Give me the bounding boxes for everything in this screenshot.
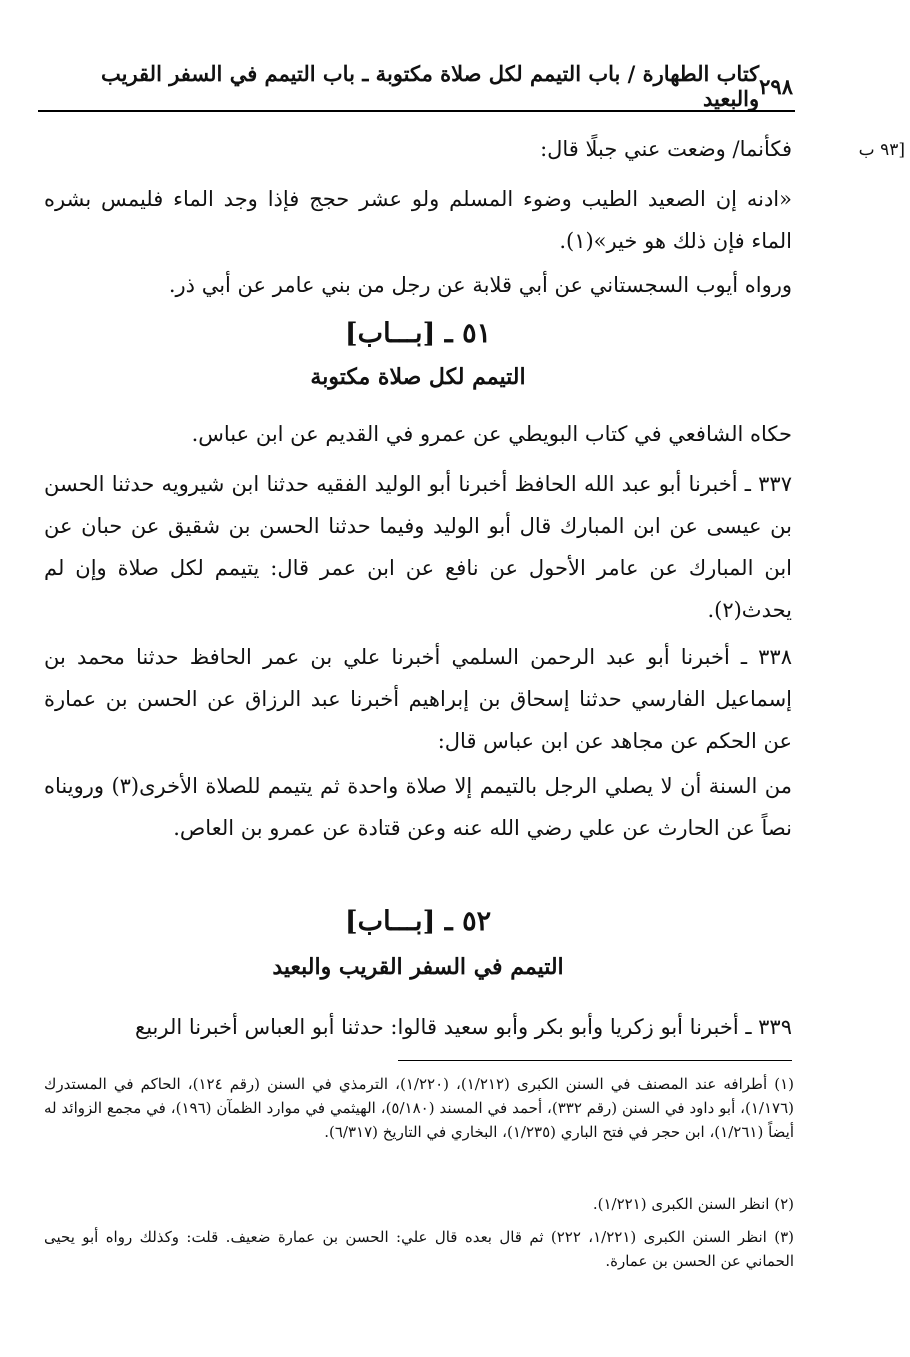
header-rule: [38, 110, 795, 112]
footnote-3: (٣) انظر السنن الكبرى (١/٢٢١، ٢٢٢) ثم قال بعده قال علي: الحسن بن عمارة ضعيف. قلت: وكذلك رواه أبو يحيى الحماني عن الحسن بن عمارة.: [44, 1228, 794, 1270]
running-title: كتاب الطهارة / باب التيمم لكل صلاة مكتوبة ـ باب التيمم في السفر القريب والبعيد: [101, 61, 760, 111]
paragraph-4: حكاه الشافعي في كتاب البويطي عن عمرو في القديم عن ابن عباس.: [191, 422, 792, 446]
running-header: [38, 61, 793, 111]
chapter-52-title: التيمم في السفر القريب والبعيد: [272, 954, 564, 980]
chapter-51-title: التيمم لكل صلاة مكتوبة: [310, 364, 526, 390]
chapter-52-number: ٥٢ ـ [بـــاب]: [344, 906, 492, 937]
hadith-338: ٣٣٨ ـ أخبرنا أبو عبد الرحمن السلمي أخبرنا علي بن عمر الحافظ حدثنا محمد بن إسماعيل الفارسي حدثنا إسحاق بن إبراهيم أخبرنا عبد الرزاق عن الحسن بن عمارة عن الحكم عن مجاهد عن ابن عباس قال:: [44, 645, 792, 753]
footnote-rule: [398, 1060, 792, 1061]
chapter-51-number: ٥١ ـ [بـــاب]: [344, 318, 492, 349]
page-number: ٢٩٨: [759, 73, 793, 99]
hadith-339: ٣٣٩ ـ أخبرنا أبو زكريا وأبو بكر وأبو سعيد قالوا: حدثنا أبو العباس أخبرنا الربيع: [135, 1015, 792, 1039]
hadith-337: ٣٣٧ ـ أخبرنا أبو عبد الله الحافظ أخبرنا أبو الوليد الفقيه حدثنا ابن شيرويه حدثنا الحسن بن عيسى عن ابن المبارك قال أبو الوليد وفيما حدثنا الحسن بن شقيق عن حبان عن ابن المبارك عن عامر الأحول عن نافع عن ابن عمر قال: يتيمم لكل صلاة وإن لم يحدث(٢).: [44, 472, 792, 622]
paragraph-1: فكأنما/ وضعت عني جبلًا قال:: [540, 137, 792, 161]
paragraph-7: من السنة أن لا يصلي الرجل بالتيمم إلا صلاة واحدة ثم يتيمم للصلاة الأخرى(٣) ورويناه نصاً عن الحارث عن علي رضي الله عنه وعن قتادة عن عمرو بن العاص.: [44, 774, 792, 840]
footnote-2: (٢) انظر السنن الكبرى (١/٢٢١).: [592, 1195, 794, 1213]
paragraph-2: «ادنه إن الصعيد الطيب وضوء المسلم ولو عشر حجج فإذا وجد الماء فليمس بشره الماء فإن ذلك هو خير»(١).: [44, 187, 792, 253]
paragraph-3: ورواه أيوب السجستاني عن أبي قلابة عن رجل من بني عامر عن أبي ذر.: [168, 273, 792, 297]
margin-note: [٩٣ ب: [858, 140, 905, 160]
footnote-1: (١) أطرافه عند المصنف في السنن الكبرى (١/٢١٢)، (١/٢٢٠)، الترمذي في السنن (رقم ١٢٤)، الحاكم في المستدرك (١/١٧٦)، أبو داود في السنن (رقم ٣٣٢)، أحمد في المسند (٥/١٨٠)، الهيثمي في موارد الظمآن (١٩٦)، في مجمع الزوائد له أيضاً (١/٢٦١)، ابن حجر في فتح الباري (١/٢٣٥)، البخاري في التاريخ (٦/٣١٧).: [44, 1075, 794, 1141]
